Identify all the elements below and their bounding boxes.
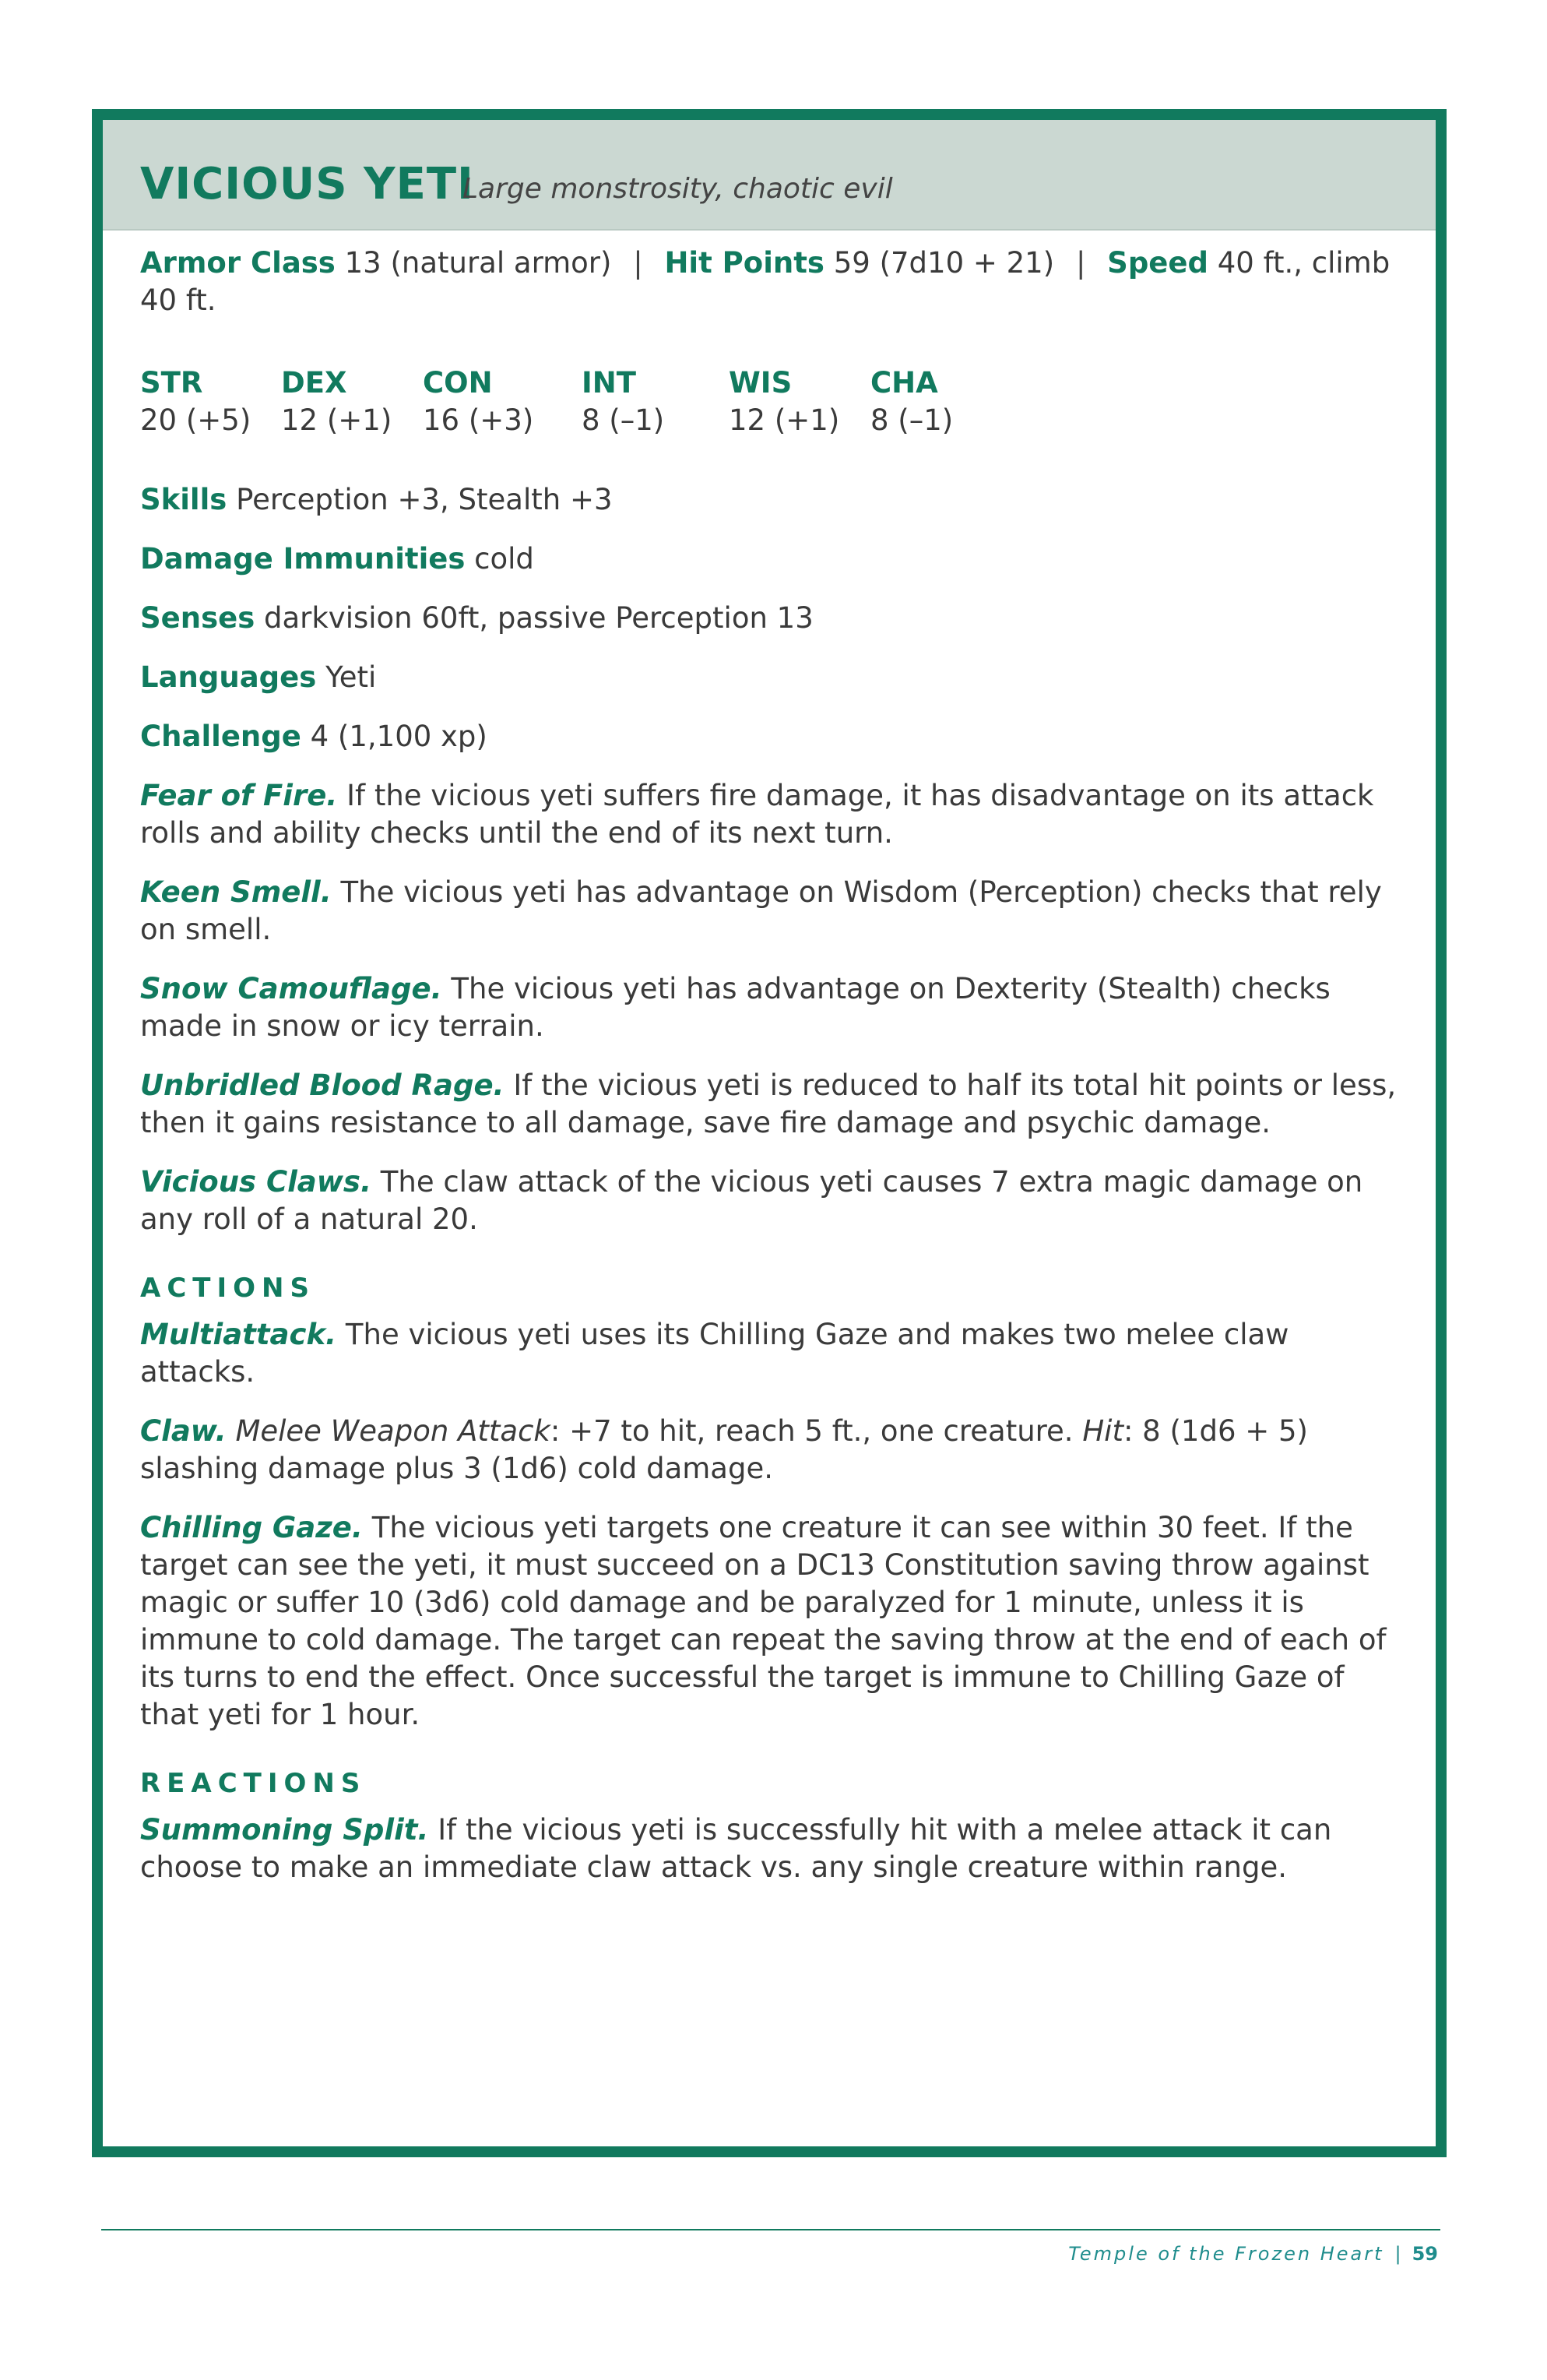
trait-unbridled-blood-rage: Unbridled Blood Rage. If the vicious yeti is reduced to half its total hit points or less, then it gains resistance to all damage, save fire damage and psychic damage. bbox=[140, 1069, 1397, 1139]
ability-wis bbox=[729, 364, 839, 439]
hit-points-value: 59 (7d10 + 21) bbox=[833, 246, 1055, 280]
property-damage-immunities: Damage Immunities cold bbox=[140, 542, 534, 576]
ability-name: CON bbox=[423, 366, 493, 400]
page-footer bbox=[1068, 2243, 1438, 2265]
action-claw: Claw. Melee Weapon Attack: +7 to hit, reach 5 ft., one creature. Hit: 8 (1d6 + 5) slashing damage plus 3 (1d6) cold damage. bbox=[140, 1414, 1308, 1485]
hit-points-label: Hit Points bbox=[664, 246, 824, 280]
footer-separator: | bbox=[1394, 2243, 1401, 2265]
ability-dex bbox=[281, 364, 392, 439]
ability-int bbox=[582, 364, 664, 439]
ability-name: INT bbox=[582, 366, 636, 400]
ability-str bbox=[140, 364, 251, 439]
ability-name: WIS bbox=[729, 366, 793, 400]
page-number: 59 bbox=[1412, 2243, 1438, 2265]
footer-divider bbox=[101, 2229, 1440, 2230]
ability-value: 20 (+5) bbox=[140, 403, 251, 437]
actions-heading: ACTIONS bbox=[140, 1273, 315, 1304]
stat-block-header bbox=[103, 120, 1436, 231]
trait-snow-camouflage: Snow Camouflage. The vicious yeti has advantage on Dexterity (Stealth) checks made in snow or icy terrain. bbox=[140, 972, 1331, 1043]
action-chilling-gaze: Chilling Gaze. The vicious yeti targets one creature it can see within 30 feet. If the target can see the yeti, it must succeed on a DC13 Constitution saving throw against magic or suffer 10 (3d6) cold damage and be paralyzed for 1 minute, unless it is immune to cold damage. The target can repeat the saving throw at the end of each of its turns to end the effect. Once successful the target is immune to Chilling Gaze of that yeti for 1 hour. bbox=[140, 1511, 1387, 1731]
property-languages: Languages Yeti bbox=[140, 660, 377, 694]
ability-value: 8 (–1) bbox=[870, 403, 954, 437]
ability-con bbox=[423, 364, 533, 439]
trait-vicious-claws: Vicious Claws. The claw attack of the vicious yeti causes 7 extra magic damage on any roll of a natural 20. bbox=[140, 1165, 1363, 1236]
reaction-summoning-split: Summoning Split. If the vicious yeti is successfully hit with a melee attack it can choose to make an immediate claw attack vs. any single creature within range. bbox=[140, 1813, 1332, 1884]
trait-fear-of-fire: Fear of Fire. If the vicious yeti suffers fire damage, it has disadvantage on its attack rolls and ability checks until the end of its next turn. bbox=[140, 779, 1374, 850]
monster-name: VICIOUS YETI bbox=[140, 159, 474, 209]
monster-type: Large monstrosity, chaotic evil bbox=[462, 173, 893, 205]
summary-separator: | bbox=[1075, 246, 1086, 280]
property-challenge: Challenge 4 (1,100 xp) bbox=[140, 720, 487, 753]
action-multiattack: Multiattack. The vicious yeti uses its Chilling Gaze and makes two melee claw attacks. bbox=[140, 1318, 1289, 1389]
trait-keen-smell: Keen Smell. The vicious yeti has advantage on Wisdom (Perception) checks that rely on smell. bbox=[140, 875, 1382, 946]
summary-separator: | bbox=[633, 246, 643, 280]
ability-name: DEX bbox=[281, 366, 347, 400]
ability-value: 8 (–1) bbox=[582, 403, 665, 437]
speed-label: Speed bbox=[1107, 246, 1208, 280]
summary-line bbox=[140, 245, 1398, 319]
ability-name: CHA bbox=[870, 366, 938, 400]
armor-class-label: Armor Class bbox=[140, 246, 336, 280]
reactions-heading: REACTIONS bbox=[140, 1768, 367, 1799]
ability-cha bbox=[870, 364, 953, 439]
stat-block-card bbox=[92, 109, 1447, 2157]
ability-name: STR bbox=[140, 366, 203, 400]
book-title: Temple of the Frozen Heart bbox=[1068, 2243, 1384, 2265]
ability-scores bbox=[140, 364, 1398, 481]
ability-value: 16 (+3) bbox=[423, 403, 534, 437]
stat-block-body bbox=[140, 245, 1398, 1908]
armor-class-value: 13 (natural armor) bbox=[344, 246, 612, 280]
ability-value: 12 (+1) bbox=[281, 403, 392, 437]
properties-list bbox=[140, 481, 1398, 755]
ability-value: 12 (+1) bbox=[729, 403, 840, 437]
speed-value: 40 ft., climb 40 ft. bbox=[140, 246, 1391, 317]
property-senses: Senses darkvision 60ft, passive Perception 13 bbox=[140, 601, 814, 635]
property-skills: Skills Perception +3, Stealth +3 bbox=[140, 483, 613, 516]
